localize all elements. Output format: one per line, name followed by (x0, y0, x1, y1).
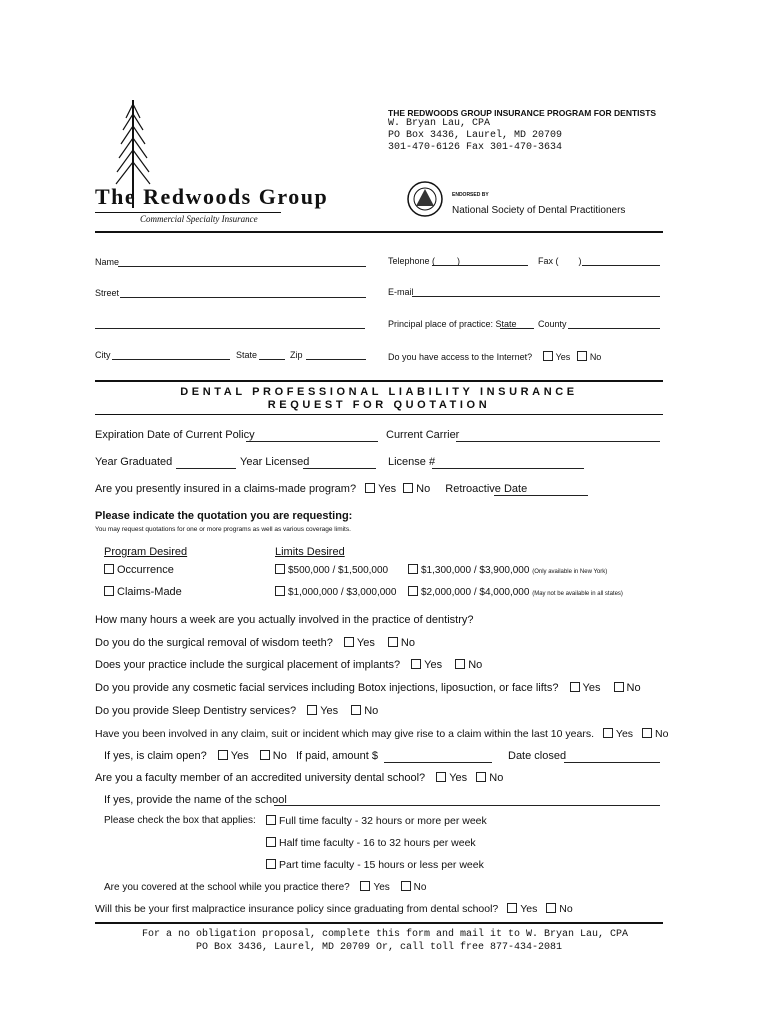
limit-option-label: $2,000,000 / $4,000,000 (421, 587, 530, 598)
first-policy-no-checkbox[interactable] (546, 903, 556, 913)
sleep-no-checkbox[interactable] (351, 705, 361, 715)
fax-close: ) (578, 256, 582, 266)
claim-open-no-checkbox[interactable] (260, 750, 270, 760)
footer-line1: For a no obligation proposal, complete this form and mail it to W. Bryan Lau, CPA (141, 929, 629, 940)
covered-yes-checkbox[interactable] (360, 881, 370, 891)
quotation-heading: Please indicate the quotation you are requesting: (95, 510, 353, 522)
claim-open-yes-checkbox[interactable] (218, 750, 228, 760)
street-label: Street (95, 288, 120, 298)
logo-underline (95, 212, 281, 213)
sleep-yes-checkbox[interactable] (307, 705, 317, 715)
society-seal-icon (406, 180, 444, 218)
fax-text: Fax ( (538, 256, 559, 266)
faculty-question (95, 772, 503, 784)
no-label: No (489, 772, 504, 784)
license-label: License # (388, 456, 436, 468)
wisdom-label: Do you do the surgical removal of wisdom teeth? (95, 637, 333, 649)
limit-option (408, 586, 623, 598)
fax-label (538, 256, 582, 266)
wisdom-yes-checkbox[interactable] (344, 637, 354, 647)
year-graduated-label: Year Graduated (95, 456, 173, 468)
yes-label: Yes (449, 772, 468, 784)
covered-question (104, 881, 426, 893)
address-line: W. Bryan Lau, CPA (388, 118, 491, 129)
faculty-option-label: Half time faculty - 16 to 32 hours per week (279, 837, 476, 849)
claim-open-label: If yes, is claim open? (104, 750, 207, 762)
state-field[interactable] (259, 359, 285, 360)
yes-label: Yes (555, 352, 571, 362)
sleep-question (95, 705, 378, 717)
no-label: No (413, 882, 427, 893)
date-closed-field[interactable] (564, 762, 660, 763)
zip-label: Zip (290, 350, 303, 360)
limit-option (275, 564, 388, 576)
hours-question: How many hours a week are you actually involved in the practice of dentistry? (95, 614, 474, 626)
address-line: PO Box 3436, Laurel, MD 20709 (388, 130, 563, 141)
limit-option-label: $1,000,000 / $3,000,000 (288, 587, 397, 598)
internet-label: Do you have access to the Internet? (388, 352, 533, 362)
year-licensed-label: Year Licensed (240, 456, 310, 468)
claim-question (95, 728, 668, 740)
limit-option-note: (Only available in New York) (532, 569, 608, 575)
no-label: No (400, 637, 415, 649)
telephone-close: ) (457, 256, 461, 266)
claims-made-yes-checkbox[interactable] (365, 483, 375, 493)
year-licensed-field[interactable] (303, 468, 376, 469)
limits-desired-header: Limits Desired (275, 546, 345, 558)
paid-amount-field[interactable] (384, 762, 492, 763)
program-option-label: Claims-Made (117, 586, 182, 598)
yes-label: Yes (520, 903, 538, 915)
wisdom-no-checkbox[interactable] (388, 637, 398, 647)
faculty-option (266, 837, 476, 849)
yes-label: Yes (230, 750, 249, 762)
program-option-label: Occurrence (117, 564, 174, 576)
implants-question (95, 659, 482, 671)
name-field[interactable] (118, 266, 366, 267)
wisdom-question (95, 637, 415, 649)
no-label: No (654, 728, 669, 740)
school-name-field[interactable] (274, 805, 660, 806)
limit-option-label: $1,300,000 / $3,900,000 (421, 565, 530, 576)
license-field[interactable] (432, 468, 584, 469)
limit-500k-checkbox[interactable] (275, 564, 285, 574)
no-label: No (559, 903, 573, 915)
street-line-2-field[interactable] (95, 328, 365, 329)
no-label: No (626, 682, 641, 694)
internet-no-checkbox[interactable] (577, 351, 587, 361)
limit-option-label: $500,000 / $1,500,000 (288, 565, 389, 576)
cosmetic-question (95, 682, 641, 694)
current-carrier-label: Current Carrier (386, 429, 460, 441)
quotation-note: You may request quotations for one or more programs as well as various coverage limits. (95, 526, 351, 533)
yes-label: Yes (424, 659, 443, 671)
faculty-label: Are you a faculty member of an accredited university dental school? (95, 772, 426, 784)
claim-yes-checkbox[interactable] (603, 728, 613, 738)
claims-made-label: Are you presently insured in a claims-made program? (95, 483, 357, 495)
address-line: 301-470-6126 Fax 301-470-3634 (388, 142, 563, 153)
no-label: No (416, 483, 431, 495)
yes-label: Yes (378, 483, 397, 495)
if-paid-label: If paid, amount $ (296, 750, 378, 762)
limit-1m-checkbox[interactable] (275, 586, 285, 596)
claims-made-program-checkbox[interactable] (104, 586, 114, 596)
no-label: No (468, 659, 483, 671)
yes-label: Yes (373, 882, 390, 893)
logo-wordmark: The Redwoods Group (95, 184, 329, 209)
claim-label: Have you been involved in any claim, suit or incident which may give rise to a claim within the last 10 years. (95, 728, 594, 740)
faculty-option-label: Full time faculty - 32 hours or more per week (279, 815, 487, 827)
implants-yes-checkbox[interactable] (411, 659, 421, 669)
yes-label: Yes (356, 637, 375, 649)
program-title: THE REDWOODS GROUP INSURANCE PROGRAM FOR DENTISTS (388, 108, 657, 118)
header-divider (95, 231, 663, 233)
city-field[interactable] (112, 359, 230, 360)
cosmetic-label: Do you provide any cosmetic facial services including Botox injections, liposuction, or face lifts? (95, 682, 559, 694)
limit-option (275, 586, 396, 598)
street-field[interactable] (120, 297, 366, 298)
yes-label: Yes (320, 705, 339, 717)
first-policy-yes-checkbox[interactable] (507, 903, 517, 913)
email-label: E-mail (388, 287, 414, 297)
footer-line2: PO Box 3436, Laurel, MD 20709 Or, call toll free 877-434-2081 (195, 942, 563, 953)
telephone-text: Telephone ( (388, 256, 436, 266)
covered-no-checkbox[interactable] (401, 881, 411, 891)
first-policy-label: Will this be your first malpractice insurance policy since graduating from dental school? (95, 903, 499, 915)
expiration-label: Expiration Date of Current Policy (95, 429, 255, 441)
limit-option (408, 564, 607, 576)
no-label: No (364, 705, 379, 717)
yes-label: Yes (582, 682, 601, 694)
check-box-label: Please check the box that applies: (104, 815, 256, 826)
year-graduated-field[interactable] (176, 468, 236, 469)
principal-state-field[interactable] (500, 328, 534, 329)
occurrence-checkbox[interactable] (104, 564, 114, 574)
retroactive-label: Retroactive Date (445, 483, 528, 495)
full-time-checkbox[interactable] (266, 815, 276, 825)
logo-tagline: Commercial Specialty Insurance (140, 214, 258, 224)
first-policy-question (95, 903, 573, 915)
contact-address (388, 118, 562, 154)
half-time-checkbox[interactable] (266, 837, 276, 847)
endorsed-by: ENDORSED BY (452, 192, 489, 198)
telephone-field[interactable] (432, 265, 528, 266)
program-option (104, 586, 182, 598)
zip-field[interactable] (306, 359, 366, 360)
program-desired-header: Program Desired (104, 546, 188, 558)
claims-made-no-checkbox[interactable] (403, 483, 413, 493)
implants-label: Does your practice include the surgical placement of implants? (95, 659, 401, 671)
city-label: City (95, 350, 111, 360)
name-label: Name (95, 257, 120, 267)
footer-divider (95, 922, 663, 924)
email-field[interactable] (412, 296, 660, 297)
limit-option-note: (May not be available in all states) (532, 591, 623, 597)
internet-yes-checkbox[interactable] (543, 351, 553, 361)
principal-label: Principal place of practice: State (388, 319, 517, 329)
limit-1-3m-checkbox[interactable] (408, 564, 418, 574)
claim-open-question (104, 750, 287, 762)
faculty-no-checkbox[interactable] (476, 772, 486, 782)
sleep-label: Do you provide Sleep Dentistry services? (95, 705, 297, 717)
faculty-option (266, 815, 487, 827)
form-title-line1: DENTAL PROFESSIONAL LIABILITY INSURANCE (180, 386, 578, 398)
endorser-name: National Society of Dental Practitioners (452, 205, 626, 216)
county-field[interactable] (568, 328, 660, 329)
faculty-yes-checkbox[interactable] (436, 772, 446, 782)
cosmetic-yes-checkbox[interactable] (570, 682, 580, 692)
faculty-option-label: Part time faculty - 15 hours or less per week (279, 859, 484, 871)
internet-question (388, 351, 601, 362)
form-title-line2: REQUEST FOR QUOTATION (267, 399, 491, 411)
expiration-field[interactable] (246, 441, 378, 442)
school-name-label: If yes, provide the name of the school (104, 794, 287, 806)
state-label: State (236, 350, 258, 360)
date-closed-label: Date closed (508, 750, 567, 762)
claim-no-checkbox[interactable] (642, 728, 652, 738)
claims-made-question (95, 483, 527, 495)
program-option (104, 564, 174, 576)
no-label: No (589, 352, 602, 362)
current-carrier-field[interactable] (456, 441, 660, 442)
yes-label: Yes (615, 728, 634, 740)
title-bottom-divider (95, 414, 663, 415)
limit-2m-checkbox[interactable] (408, 586, 418, 596)
fax-field[interactable] (582, 265, 660, 266)
part-time-checkbox[interactable] (266, 859, 276, 869)
cosmetic-no-checkbox[interactable] (614, 682, 624, 692)
covered-label: Are you covered at the school while you practice there? (104, 882, 350, 893)
county-label: County (538, 319, 567, 329)
retroactive-field[interactable] (494, 495, 588, 496)
no-label: No (272, 750, 287, 762)
title-top-divider (95, 380, 663, 382)
implants-no-checkbox[interactable] (455, 659, 465, 669)
faculty-option (266, 859, 484, 871)
